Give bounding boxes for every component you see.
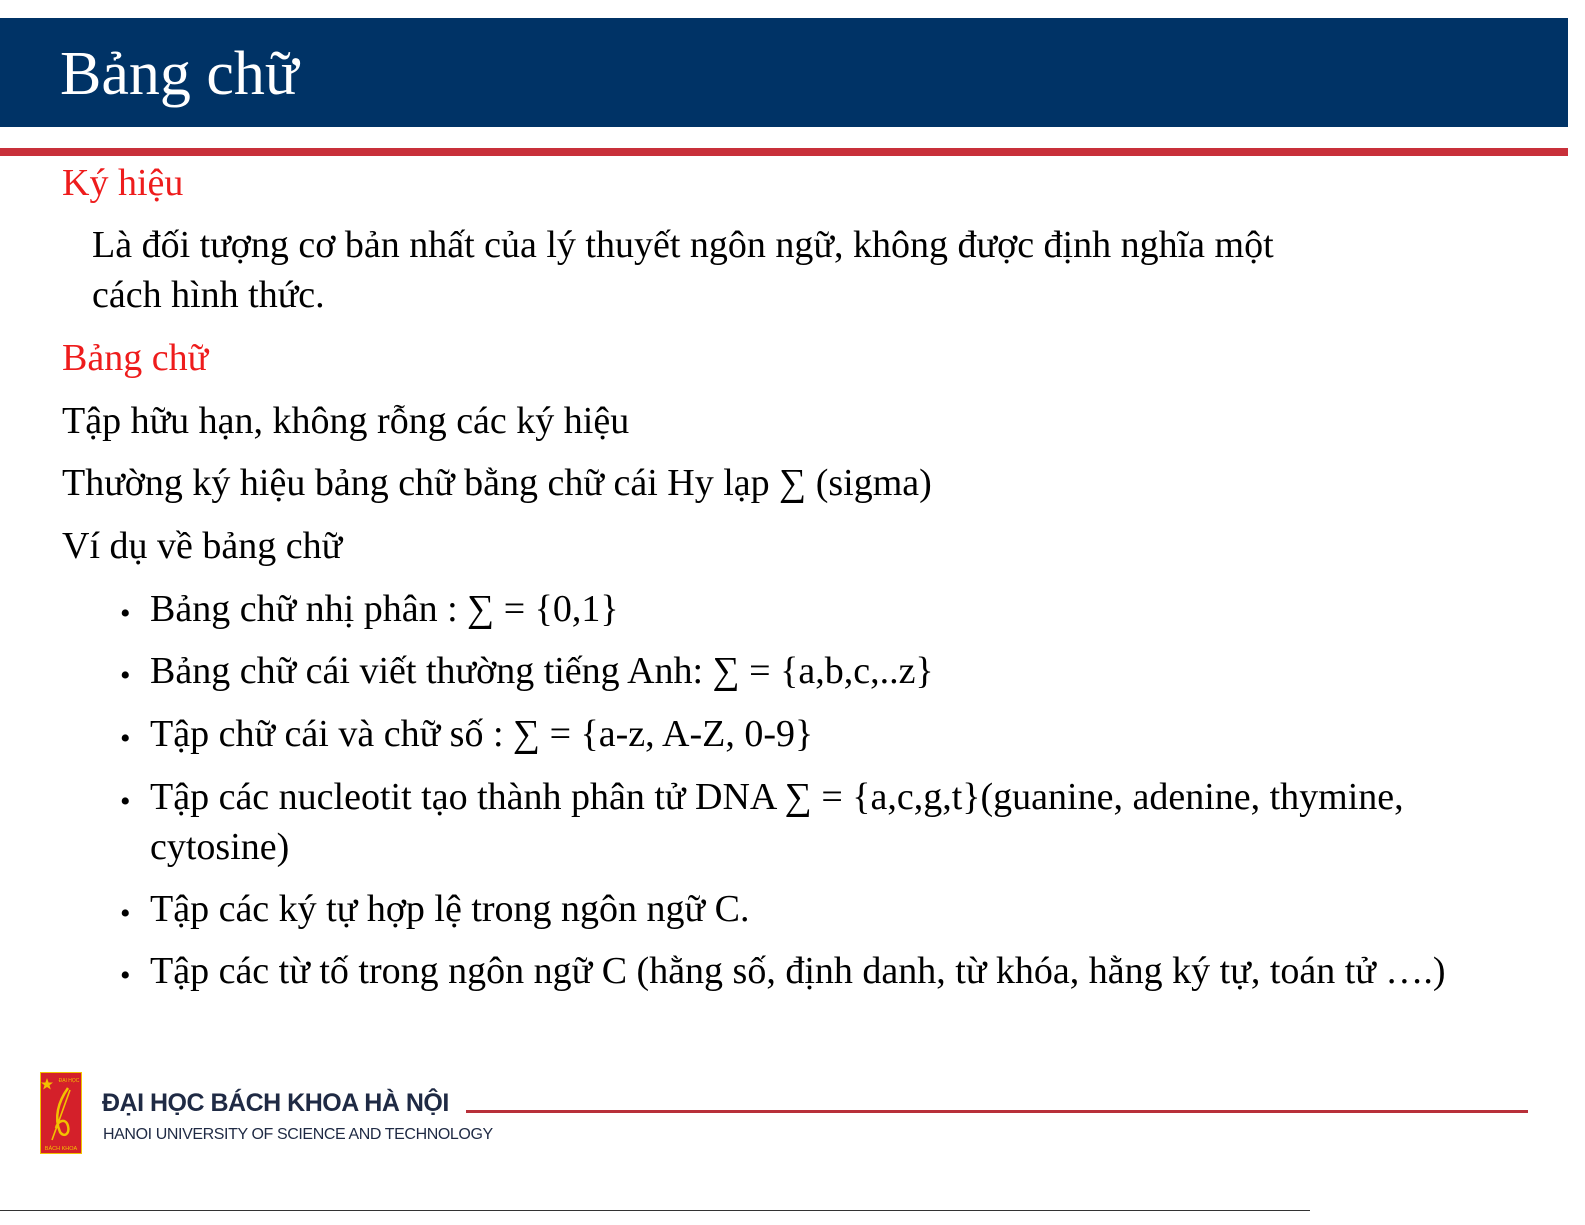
university-name-english: HANOI UNIVERSITY OF SCIENCE AND TECHNOLOGY [103,1126,493,1143]
example-text: Bảng chữ nhị phân : ∑ = {0,1} [150,588,619,630]
example-text: Tập các từ tố trong ngôn ngữ C (hằng số, định danh, từ khóa, hằng ký tự, toán tử ….) [150,950,1446,992]
example-text: Tập các nucleotit tạo thành phân tử DNA ∑ = {a,c,g,t}(guanine, adenine, thymine, cytosine) [150,776,1404,868]
bullet-icon: • [120,785,131,818]
symbol-definition-line1: Là đối tượng cơ bản nhất của lý thuyết ngôn ngữ, không được định nghĩa một [92,224,1274,266]
bullet-icon: • [120,597,131,630]
svg-text:BÁCH KHOA: BÁCH KHOA [44,1146,78,1152]
heading-alphabet: Bảng chữ [62,337,209,379]
alphabet-definition: Tập hữu hạn, không rỗng các ký hiệu [62,400,630,442]
title-underline [0,148,1568,156]
examples-intro: Ví dụ về bảng chữ [62,525,343,567]
footer-divider [466,1110,1528,1113]
bullet-icon: • [120,897,131,930]
university-name: ĐẠI HỌC BÁCH KHOA HÀ NỘI [102,1089,449,1117]
example-text: Tập các ký tự hợp lệ trong ngôn ngữ C. [150,888,750,930]
bullet-icon: • [120,659,131,692]
bottom-divider [0,1210,1310,1211]
bullet-icon: • [120,722,131,755]
example-text: Bảng chữ cái viết thường tiếng Anh: ∑ = {a,b,c,..z} [150,650,934,692]
example-text: Tập chữ cái và chữ số : ∑ = {a-z, A-Z, 0-9} [150,713,814,755]
university-logo-icon [40,1072,82,1154]
alphabet-notation: Thường ký hiệu bảng chữ bằng chữ cái Hy lạp ∑ (sigma) [62,462,932,504]
svg-text:ĐẠI HỌC: ĐẠI HỌC [58,1078,80,1084]
slide-title: Bảng chữ [60,40,299,108]
heading-symbol: Ký hiệu [62,162,184,204]
symbol-definition-line2: cách hình thức. [92,274,325,316]
bullet-icon: • [120,959,131,992]
